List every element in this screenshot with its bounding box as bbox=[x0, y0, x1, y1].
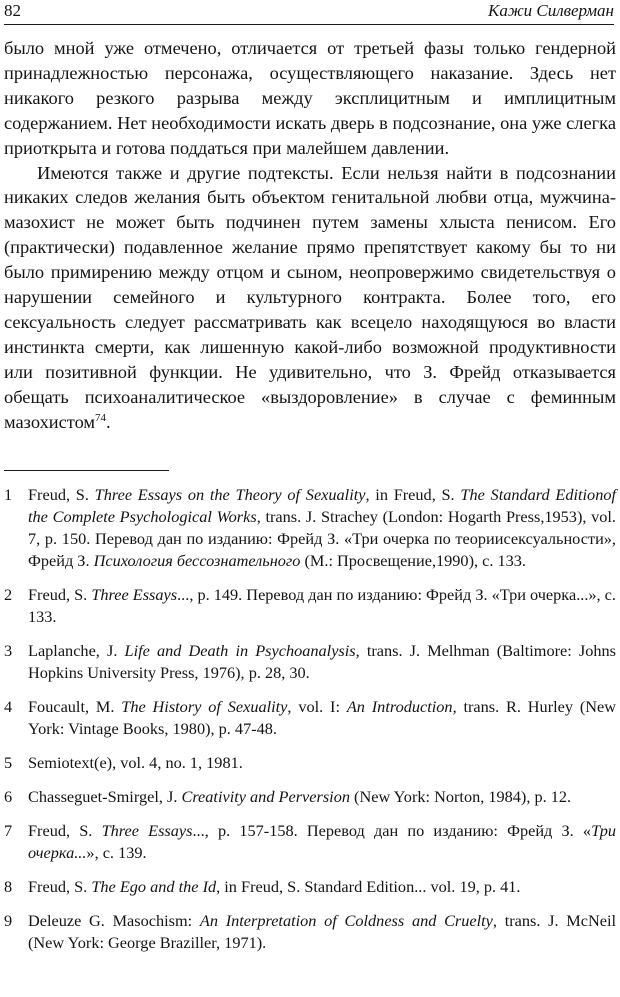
footnote-title: Creativity and Perversion bbox=[181, 787, 350, 806]
footnote-text: , vol. I: bbox=[287, 697, 347, 716]
footnote-text: Freud, S. bbox=[28, 485, 95, 504]
footnote-text: », с. 139. bbox=[86, 843, 147, 862]
footnote-title: Три очерка... bbox=[28, 821, 616, 862]
footnote-title: Three Essays bbox=[101, 821, 193, 840]
footnote-4 bbox=[4, 696, 616, 740]
footnote-text: Deleuze G. Masochism: bbox=[28, 911, 200, 930]
running-title: Кажи Силверман bbox=[488, 1, 614, 20]
footnote-title: An Introduction bbox=[346, 697, 453, 716]
footnote-6 bbox=[4, 786, 616, 808]
footnote-text: (New York: Norton, 1984), p. 12. bbox=[349, 787, 572, 806]
footnote-text: Freud, S. bbox=[28, 585, 92, 604]
footnote-separator bbox=[4, 470, 169, 471]
footnote-text: , in Freud, S. bbox=[365, 485, 461, 504]
footnote-number: 1 bbox=[4, 485, 13, 504]
footnote-number: 5 bbox=[4, 753, 13, 772]
page-number: 82 bbox=[4, 1, 21, 20]
footnote-text: Foucault, M. bbox=[28, 697, 122, 716]
footnote-text: Chasseguet-Smirgel, J. bbox=[28, 787, 182, 806]
footnote-3 bbox=[4, 640, 616, 684]
footnote-title: Three Essays bbox=[91, 585, 178, 604]
footnote-title: An Interpretation of Coldness and Cruelty bbox=[199, 911, 493, 930]
footnote-title: The Ego and the Id bbox=[91, 877, 217, 896]
paragraph-2-end: . bbox=[106, 411, 111, 432]
footnote-title: Life and Death in Psychoanalysis bbox=[124, 641, 356, 660]
paragraph-1: было мной уже отмечено, отличается от третьей фазы только гендерной принадлежностью персонажа, осуществляющего наказание. Здесь нет никакого резкого разрыва между эксплицитным и имплицитным содержанием. Нет необходимости искать дверь в подсознание, она уже слегка приоткрыта и готова поддаться при малейшем давлении. bbox=[4, 38, 616, 158]
footnote-text: ..., p. 157-158. Перевод дан по изданию: Фрейд З. « bbox=[192, 821, 592, 840]
footnote-text: , trans. J. Strachey (London: Hogarth Press,1953), vol. 7, p. 150. Перевод дан по изданию: Фрейд З. «Три очерка по теориисексуальности», Фрейд З. bbox=[28, 507, 617, 570]
footnote-text: Freud, S. bbox=[28, 877, 92, 896]
footnote-number: 3 bbox=[4, 641, 13, 660]
footnote-title: Three Essays on the Theory of Sexuality bbox=[94, 485, 366, 504]
footnote-9 bbox=[4, 910, 616, 954]
footnote-text: Freud, S. bbox=[28, 821, 102, 840]
footnote-text: , trans. R. Hurley (New York: Vintage Books, 1980), p. 47-48. bbox=[28, 697, 617, 738]
footnote-1 bbox=[4, 484, 616, 572]
footnote-number: 8 bbox=[4, 877, 13, 896]
footnote-title: Психология бессознательного bbox=[93, 551, 301, 570]
footnote-number: 4 bbox=[4, 697, 13, 716]
main-text bbox=[4, 36, 616, 435]
footnote-text: , in Freud, S. Standard Edition... vol. 19, p. 41. bbox=[216, 877, 521, 896]
footnote-number: 7 bbox=[4, 821, 13, 840]
footnote-text: , trans. J. Melhman (Baltimore: Johns Hopkins University Press, 1976), p. 28, 30. bbox=[28, 641, 616, 682]
footnote-title: The Standard Editionof the Complete Psychological Works bbox=[28, 485, 617, 526]
footnote-reference: 74 bbox=[95, 411, 107, 424]
footnote-text: Laplanche, J. bbox=[28, 641, 125, 660]
footnote-7 bbox=[4, 820, 616, 864]
footnote-title: The History of Sexuality bbox=[121, 697, 288, 716]
footnote-text: Semiotext(e), vol. 4, no. 1, 1981. bbox=[28, 753, 243, 772]
footnote-2 bbox=[4, 584, 616, 628]
footnote-text: ..., p. 149. Перевод дан по изданию: Фрейд З. «Три очерка...», с. 133. bbox=[28, 585, 616, 626]
footnote-number: 9 bbox=[4, 911, 13, 930]
footnote-text: (М.: Просвещение,1990), с. 133. bbox=[300, 551, 526, 570]
footnote-text: , trans. J. McNeil (New York: George Braziller, 1971). bbox=[28, 911, 616, 952]
footnote-8 bbox=[4, 876, 616, 898]
footnote-number: 2 bbox=[4, 585, 13, 604]
footnote-5 bbox=[4, 752, 616, 774]
footnotes bbox=[4, 484, 616, 966]
paragraph-2 bbox=[4, 161, 616, 435]
paragraph-2-text: Имеются также и другие подтексты. Если нельзя найти в подсознании никаких следов желания быть объектом генитальной любви отца, мужчина-мазохист не может быть подчинен путем замены хлыста пенисом. Его (практически) подавленное желание прямо препятствует какому бы то ни было примирению между отцом и сыном, неопровержимо свидетельствуя о нарушении семейного и культурного контракта. Более того, его сексуальность следует рассматривать как всецело находящуюся во власти инстинкта смерти, как лишенную какой-либо возможной продуктивности или позитивной функции. Не удивительно, что З. Фрейд отказывается обещать психоаналитическое «выздоровление» в случае с феминным мазохистом bbox=[4, 162, 616, 432]
page-header bbox=[4, 0, 614, 25]
footnote-number: 6 bbox=[4, 787, 13, 806]
